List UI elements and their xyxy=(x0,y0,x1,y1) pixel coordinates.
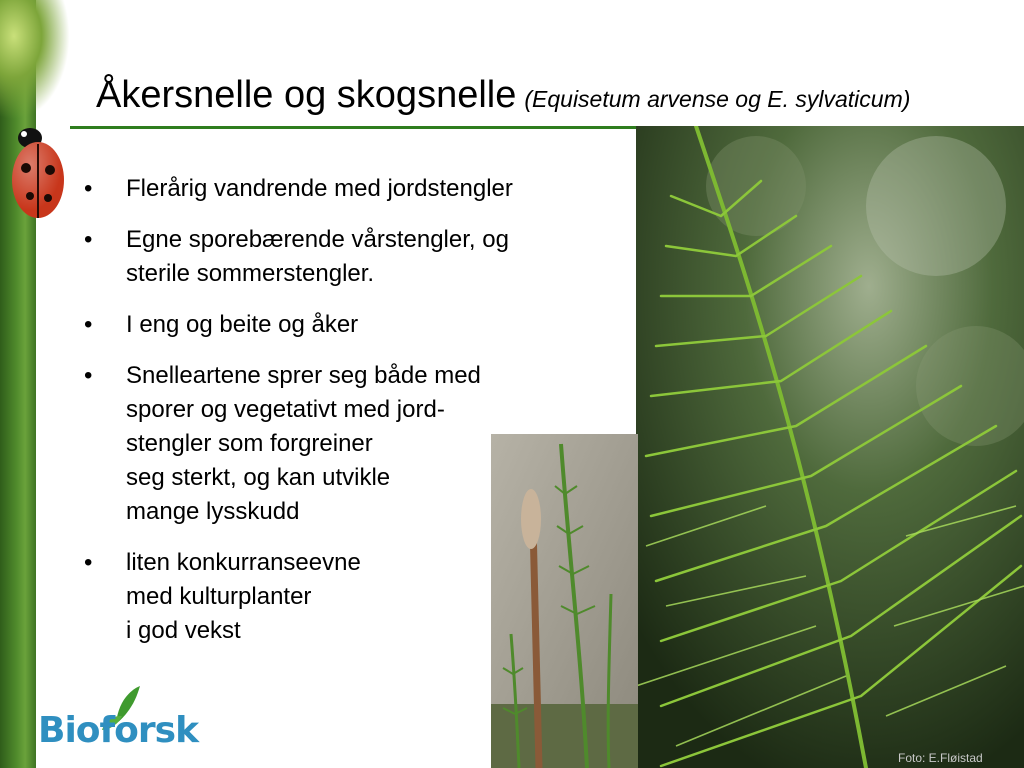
list-item: • I eng og beite og åker xyxy=(84,308,604,342)
bullet-marker: • xyxy=(84,549,93,576)
list-item: • Egne sporebærende vårstengler, og sterile sommerstengler. xyxy=(84,223,604,291)
horsetail-photo xyxy=(636,126,1024,768)
slide-title xyxy=(96,74,910,117)
list-item: • liten konkurranseevne med kulturplanter i god vekst xyxy=(84,546,604,648)
plant-stem-decoration xyxy=(0,0,70,120)
slide-title-main: Åkersnelle og skogsnelle xyxy=(96,74,517,116)
ladybug-icon xyxy=(8,118,66,222)
logo-text: Bioforsk xyxy=(38,710,199,751)
list-item: • Snelleartene sprer seg både med sporer og vegetativt med jord- stengler som forgreiner seg sterkt, og kan utvikle mange lysskudd xyxy=(84,359,604,529)
bullet-marker: • xyxy=(84,311,93,338)
bioforsk-logo xyxy=(38,682,199,762)
photo-credit: Foto: E.Fløistad xyxy=(898,751,983,765)
fertile-stem-photo xyxy=(491,434,638,768)
slide-title-latin: (Equisetum arvense og E. sylvaticum) xyxy=(524,86,911,112)
bullet-marker: • xyxy=(84,175,93,202)
bullet-marker: • xyxy=(84,362,93,389)
bullet-marker: • xyxy=(84,226,93,253)
list-item: • Flerårig vandrende med jordstengler xyxy=(84,172,604,206)
